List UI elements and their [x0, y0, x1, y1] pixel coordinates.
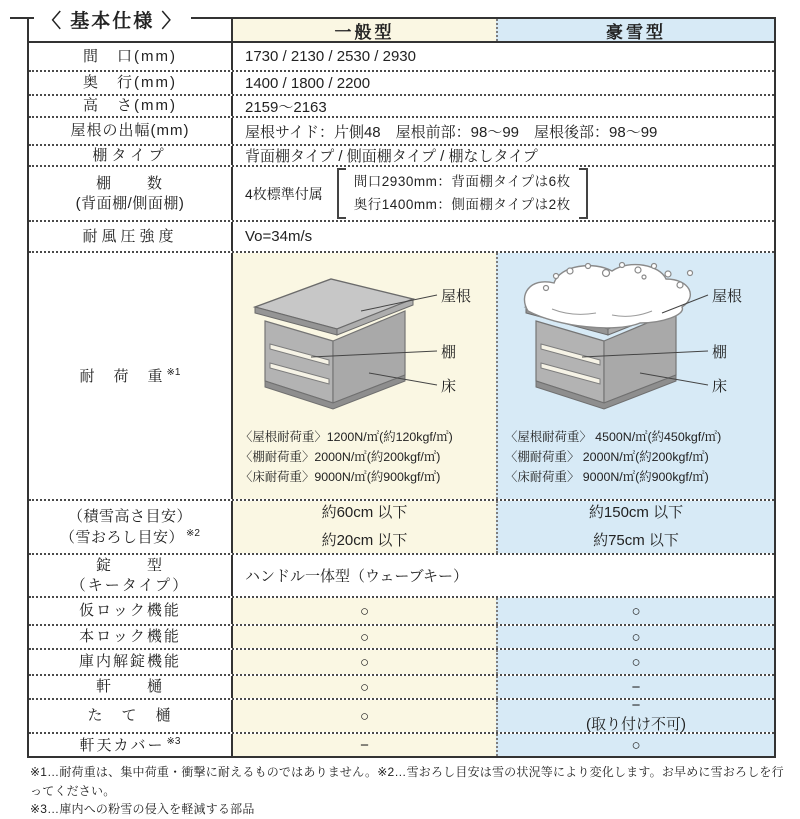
load-shelf-heavy-snow: 〈棚耐荷重〉 2000N/㎡(約200kgf/㎡) [505, 450, 709, 465]
load-roof-heavy-snow: 〈屋根耐荷重〉 4500N/㎡(約450kgf/㎡) [505, 430, 722, 444]
lock-type-label-line2: （キータイプ） [70, 576, 190, 594]
diagram-roof-label: 屋根 [440, 288, 471, 305]
row-eaves-gutter-label: 軒 樋 [29, 676, 233, 698]
shed-snow-diagram [512, 261, 760, 423]
footnotes [30, 763, 788, 819]
shelf-count-label-line1: 棚 数 [95, 175, 164, 192]
row-roof-overhang-label: 屋根の出幅(mm) [29, 118, 233, 144]
row-temp-lock-label: 仮ロック機能 [29, 598, 233, 624]
row-width [29, 41, 774, 70]
diagram-roof-label: 屋根 [712, 288, 743, 305]
row-wind-resistance-value: Vo=34m/s [245, 228, 313, 245]
row-wind-resistance-label: 耐風圧強度 [29, 222, 233, 251]
shelf-count-note-bracket [337, 168, 588, 220]
load-floor-heavy-snow: 〈床耐荷重〉 9000N/㎡(約900kgf/㎡) [505, 470, 709, 485]
row-downspout-label: た て 樋 [29, 700, 233, 732]
row-depth [29, 70, 774, 94]
row-depth-label: 奥 行(mm) [29, 72, 233, 94]
diagram-floor-label: 床 [440, 378, 456, 395]
row-shelf-type-value: 背面棚タイプ / 側面棚タイプ / 棚なしタイプ [245, 148, 538, 165]
page-title: 〈 基本仕様 〉 [34, 6, 191, 33]
snow-height-heavy-snow: 約150cm 以下 [588, 504, 684, 522]
load-roof-general: 〈屋根耐荷重〉1200N/㎡(約120kgf/㎡) [240, 430, 453, 444]
footnote-2: ※3…庫内への粉雪の侵入を軽減する部品 [30, 802, 255, 817]
row-soffit-cover [29, 732, 774, 756]
load-capacity-note-mark: ※1 [166, 366, 181, 378]
row-shelf-type [29, 144, 774, 165]
downspout-general-value: ○ [233, 700, 496, 732]
row-snow-depth-guide [29, 499, 774, 553]
downspout-heavy-snow-dash: − [631, 697, 641, 715]
snow-removal-general: 約20cm 以下 [321, 532, 408, 549]
row-shelf-count-label [29, 167, 233, 220]
row-shelf-count-value [233, 167, 774, 220]
diagram-shelf-label: 棚 [712, 344, 728, 361]
row-shelf-type-label: 棚タイプ [29, 146, 233, 165]
eaves-gutter-general-value: ○ [233, 676, 496, 698]
row-eaves-gutter [29, 674, 774, 698]
snow-removal-heavy-snow: 約75cm 以下 [593, 532, 679, 549]
interior-unlock-heavy-snow-value: ○ [496, 650, 774, 674]
row-lock-type-value: ハンドル一体型（ウェーブキー） [245, 568, 469, 585]
shelf-count-standard: 4枚標準付属 [245, 185, 323, 202]
diagram-shelf-label: 棚 [440, 344, 456, 361]
row-interior-unlock-label: 庫内解錠機能 [29, 650, 233, 674]
interior-unlock-general-value: ○ [233, 650, 496, 674]
row-snow-depth-label [29, 501, 233, 553]
shelf-count-label-line2: (背面棚/側面棚) [75, 194, 185, 212]
spec-table [27, 17, 776, 758]
shelf-count-note-line2: 奥行1400mm：側面棚タイプは2枚 [353, 196, 571, 212]
load-floor-general: 〈床耐荷重〉9000N/㎡(約900kgf/㎡) [240, 470, 441, 485]
row-depth-value: 1400 / 1800 / 2200 [245, 74, 371, 92]
snow-depth-heavy-snow-cell [496, 501, 774, 553]
soffit-cover-label-text: 軒天カバー $^{※3}$ [79, 735, 181, 754]
row-height-label: 高 さ(mm) [29, 96, 233, 116]
temp-lock-general-value: ○ [233, 598, 496, 624]
row-shelf-count [29, 165, 774, 220]
snow-depth-label-line2: （雪おろし目安） $^{※2}$ [60, 527, 200, 546]
downspout-heavy-snow-cell [496, 697, 774, 733]
main-lock-general-value: ○ [233, 626, 496, 648]
shelf-count-notes [346, 168, 579, 220]
row-soffit-cover-label [29, 734, 233, 756]
bracket-right [579, 168, 588, 220]
shed-illustration [255, 279, 413, 409]
soffit-cover-general-value: − [233, 734, 496, 756]
load-capacity-label-text: 耐 荷 重 $^{※1}$ [79, 366, 181, 385]
shed-diagram [241, 261, 489, 423]
row-lock-type [29, 553, 774, 596]
main-lock-heavy-snow-value: ○ [496, 626, 774, 648]
load-values-heavy-snow [498, 423, 774, 487]
row-height [29, 94, 774, 116]
row-lock-type-label [29, 555, 233, 596]
temp-lock-heavy-snow-value: ○ [496, 598, 774, 624]
row-main-lock [29, 624, 774, 648]
row-roof-overhang [29, 116, 774, 144]
diagram-floor-label: 床 [712, 378, 728, 395]
load-capacity-heavy-snow-cell [496, 253, 774, 499]
row-roof-overhang-value: 屋根サイド：片側48 屋根前部：98～99 屋根後部：98～99 [245, 123, 658, 141]
load-values-general [233, 423, 496, 487]
row-interior-unlock [29, 648, 774, 674]
row-load-capacity [29, 251, 774, 499]
row-downspout [29, 698, 774, 732]
shelf-count-note-line1: 間口2930mm：背面棚タイプは6枚 [353, 173, 571, 189]
lock-type-label-line1: 錠 型 [95, 557, 164, 574]
snow-depth-general-cell [233, 501, 496, 553]
row-main-lock-label: 本ロック機能 [29, 626, 233, 648]
downspout-heavy-snow-note: (取り付け不可) [586, 716, 686, 733]
eaves-gutter-heavy-snow-value: − [496, 676, 774, 698]
footnote-1: ※1…耐荷重は、集中荷重・衝撃に耐えるものではありません。※2…雪おろし目安は雪の状況等により変化します。お早めに雪おろしを行ってください。 [30, 765, 784, 798]
load-capacity-general-cell [233, 253, 496, 499]
row-height-value: 2159～2163 [245, 98, 327, 116]
column-header-general: 一般型 [233, 19, 496, 41]
soffit-cover-note-mark: ※3 [166, 735, 181, 747]
bracket-left [337, 168, 346, 220]
snow-depth-note-mark: ※2 [186, 527, 200, 539]
row-load-capacity-label [29, 253, 233, 499]
row-width-label: 間 口(mm) [29, 43, 233, 70]
soffit-cover-heavy-snow-value: ○ [496, 734, 774, 756]
snow-height-general: 約60cm 以下 [321, 504, 408, 522]
row-width-value: 1730 / 2130 / 2530 / 2930 [245, 48, 416, 65]
row-wind-resistance [29, 220, 774, 251]
column-header-heavy-snow: 豪雪型 [496, 19, 774, 41]
row-temp-lock [29, 596, 774, 624]
shed-illustration-snow [524, 265, 690, 409]
load-shelf-general: 〈棚耐荷重〉2000N/㎡(約200kgf/㎡) [240, 450, 441, 465]
snow-depth-label-line1: （積雪高さ目安） [67, 508, 192, 525]
